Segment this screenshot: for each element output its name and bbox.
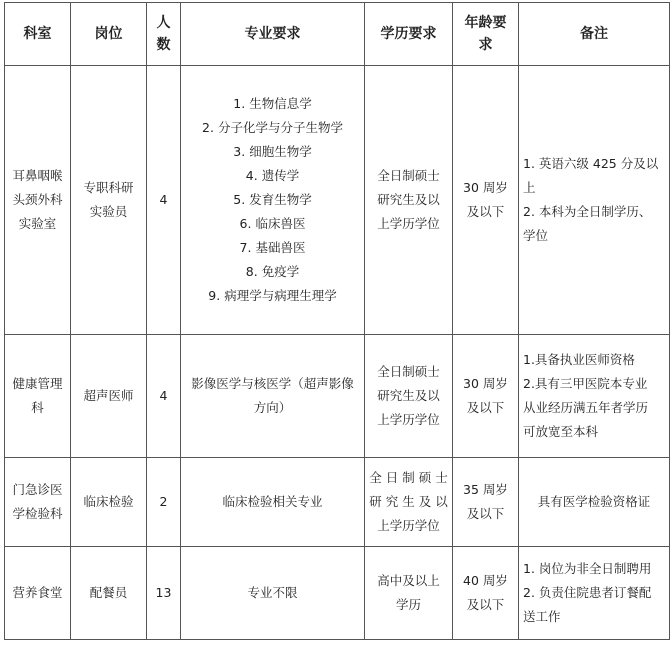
dept-line: 科 xyxy=(31,400,44,415)
major-item: 8. 免疫学 xyxy=(245,264,300,279)
age-cell xyxy=(453,547,519,640)
notes-line: 学位 xyxy=(523,228,549,243)
dept-line: 耳鼻咽喉 xyxy=(12,168,63,183)
dept-line: 健康管理 xyxy=(12,376,63,391)
major-item: 1. 生物信息学 xyxy=(233,96,312,111)
notes-line: 具有医学检验资格证 xyxy=(537,494,651,509)
count-cell: 4 xyxy=(147,335,181,458)
dept-cell xyxy=(5,66,71,335)
education-line: 全日制硕士 xyxy=(377,168,440,183)
dept-line: 头颈外科 xyxy=(12,192,63,207)
age-line: 及以下 xyxy=(466,597,505,612)
age-line: 30 周岁 xyxy=(463,376,508,391)
major-cell xyxy=(181,547,365,640)
major-item: 方向） xyxy=(253,400,292,415)
education-cell xyxy=(365,66,453,335)
major-item: 4. 遗传学 xyxy=(245,168,300,183)
notes-line: 2. 负责住院患者订餐配 xyxy=(523,585,652,600)
age-line: 及以下 xyxy=(466,400,505,415)
position-cell xyxy=(71,458,147,547)
notes-cell xyxy=(519,458,670,547)
recruitment-table xyxy=(4,2,670,640)
age-line: 35 周岁 xyxy=(463,482,508,497)
education-line: 全日制硕士 xyxy=(377,364,440,379)
position-line: 配餐员 xyxy=(89,585,128,600)
dept-line: 实验室 xyxy=(18,216,57,231)
major-item: 2. 分子化学与分子生物学 xyxy=(202,120,343,135)
notes-cell xyxy=(519,335,670,458)
education-cell xyxy=(365,458,453,547)
education-cell xyxy=(365,335,453,458)
table-row xyxy=(5,66,670,335)
count-cell: 13 xyxy=(147,547,181,640)
age-cell xyxy=(453,458,519,547)
major-item: 专业不限 xyxy=(247,585,298,600)
notes-line: 可放宽至本科 xyxy=(523,424,599,439)
major-item: 临床检验相关专业 xyxy=(222,494,323,509)
age-line: 及以下 xyxy=(466,506,505,521)
dept-cell xyxy=(5,458,71,547)
age-line: 40 周岁 xyxy=(463,573,508,588)
table-row xyxy=(5,458,670,547)
major-cell xyxy=(181,335,365,458)
header-age-line2: 求 xyxy=(478,37,493,53)
table-row xyxy=(5,335,670,458)
position-cell xyxy=(71,547,147,640)
notes-cell xyxy=(519,66,670,335)
dept-line: 营养食堂 xyxy=(12,585,63,600)
notes-line: 1. 岗位为非全日制聘用 xyxy=(523,561,652,576)
major-item: 9. 病理学与病理生理学 xyxy=(208,288,337,303)
major-item: 影像医学与核医学（超声影像 xyxy=(191,376,354,391)
age-cell xyxy=(453,335,519,458)
major-item: 3. 细胞生物学 xyxy=(233,144,312,159)
major-item: 7. 基础兽医 xyxy=(239,240,306,255)
header-count-line1: 人 xyxy=(156,15,171,31)
header-age-line1: 年龄要 xyxy=(464,15,507,31)
dept-line: 学检验科 xyxy=(12,506,63,521)
education-line: 学历 xyxy=(395,597,421,612)
education-line: 上学历学位 xyxy=(377,412,440,427)
notes-line: 2.具有三甲医院本专业 xyxy=(523,376,648,391)
major-item: 6. 临床兽医 xyxy=(239,216,306,231)
header-age xyxy=(453,3,519,66)
position-line: 超声医师 xyxy=(83,388,134,403)
education-line: 研究生及以 xyxy=(377,192,440,207)
header-education: 学历要求 xyxy=(365,3,453,66)
notes-cell xyxy=(519,547,670,640)
age-cell xyxy=(453,66,519,335)
header-notes: 备注 xyxy=(519,3,670,66)
notes-line: 1. 英语六级 425 分及以 xyxy=(523,156,659,171)
notes-line: 2. 本科为全日制学历、 xyxy=(523,204,652,219)
dept-cell xyxy=(5,335,71,458)
notes-line: 送工作 xyxy=(523,609,561,624)
header-row xyxy=(5,3,670,66)
header-position: 岗位 xyxy=(71,3,147,66)
education-line: 研究生及以 xyxy=(377,388,440,403)
dept-line: 门急诊医 xyxy=(12,482,63,497)
major-cell xyxy=(181,458,365,547)
age-line: 30 周岁 xyxy=(463,180,508,195)
notes-line: 1.具备执业医师资格 xyxy=(523,352,635,367)
position-cell xyxy=(71,335,147,458)
header-dept: 科室 xyxy=(5,3,71,66)
count-cell: 4 xyxy=(147,66,181,335)
notes-line: 上 xyxy=(523,180,536,195)
table-row xyxy=(5,547,670,640)
notes-line: 从业经历满五年者学历 xyxy=(523,400,649,415)
position-line: 专职科研 xyxy=(83,180,134,195)
count-cell: 2 xyxy=(147,458,181,547)
header-major: 专业要求 xyxy=(181,3,365,66)
education-line: 全 日 制 硕 士 xyxy=(369,470,448,485)
education-line: 上学历学位 xyxy=(377,518,440,533)
major-cell xyxy=(181,66,365,335)
education-line: 研 究 生 及 以 xyxy=(369,494,448,509)
position-line: 临床检验 xyxy=(83,494,134,509)
header-count-line2: 数 xyxy=(156,37,171,53)
position-cell xyxy=(71,66,147,335)
position-line: 实验员 xyxy=(89,204,128,219)
education-cell xyxy=(365,547,453,640)
education-line: 高中及以上 xyxy=(377,573,440,588)
header-count xyxy=(147,3,181,66)
education-line: 上学历学位 xyxy=(377,216,440,231)
age-line: 及以下 xyxy=(466,204,505,219)
major-item: 5. 发育生物学 xyxy=(233,192,312,207)
dept-cell xyxy=(5,547,71,640)
